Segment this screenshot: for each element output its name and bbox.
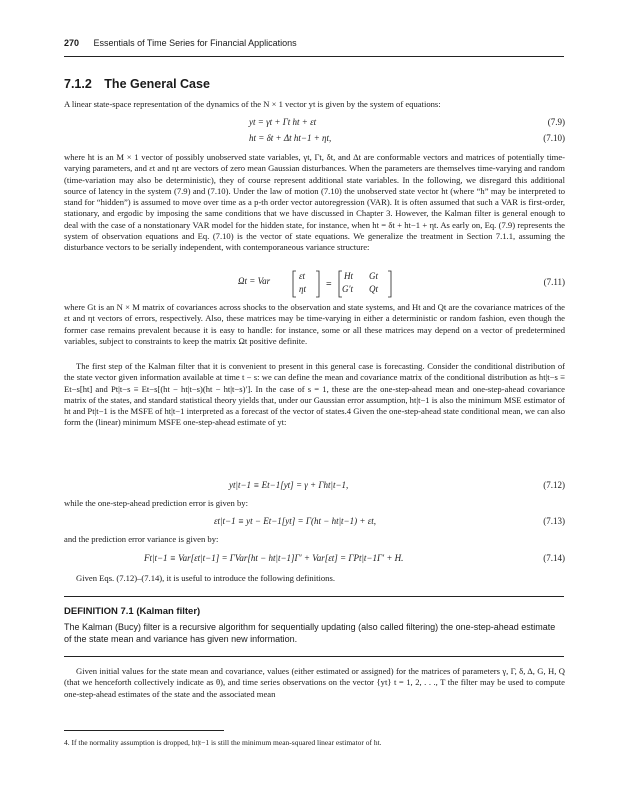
definition-bottom-rule — [64, 656, 564, 657]
equation-formula: yt|t−1 ≡ Et−1[yt] = γ + Γht|t−1, — [229, 480, 349, 490]
paragraph-covariances: where Gt is an N × M matrix of covariances across shocks to the observation and state systems, and Ht and Qt are the covariance matrices of the εt and ηt vectors of errors, respectively. Also, these matrices may be time-varying in either a deterministic or random fashion, even though the former case remains prevalent because it is easy to handle: for instance, some or all these matrices may depend on a vector of predetermined variables, subject to constraints to keep the matrix Ωt positive definite. — [64, 302, 565, 346]
paragraph-forecasting: The first step of the Kalman filter that it is convenient to present in this general case is forecasting. Consider the conditional distribution of the state vector given information available at time t − s: we can define the mean and covariance matrix of the conditional distribution as ht|t−s ≡ Et−s[ht] and Pt|t−s ≡ Et−s[(ht − ht|t−s)(ht − ht|t−s)′]. In the case of s = 1, these are the one-step-ahead mean and one-step-ahead covariance matrix of the states, and standard statistical theory yields that, under our Gaussian error assumption, ht|t−1 is also the minimum MSE estimator of ht and Pt|t−1 is the MSFE of ht|t−1 interpreted as a forecast of the vector of states.4 Given the one-step-ahead state conditional mean, we can also form the (linear) minimum MSFE one-step-ahead estimate of yt: — [64, 361, 565, 428]
equation-7-9 — [64, 117, 565, 131]
equation-number: (7.13) — [543, 516, 565, 526]
equation-number: (7.11) — [543, 277, 565, 287]
matrix-brackets — [292, 270, 422, 298]
equation-7-11 — [64, 270, 565, 298]
footnote: 4. If the normality assumption is dropped, ht|t−1 is still the minimum mean-squared linear estimator of ht. — [64, 738, 382, 747]
definition-top-rule — [64, 596, 564, 597]
matrix-q: Qt — [369, 284, 378, 294]
equation-formula: Ft|t−1 ≡ Var[εt|t−1] = ΓVar[ht − ht|t−1]Γ′ + Var[εt] = ΓPt|t−1Γ′ + H. — [144, 553, 404, 563]
paragraph-prediction-error: while the one-step-ahead prediction error is given by: — [64, 498, 248, 508]
section-heading — [64, 77, 210, 91]
paragraph-initial-values: Given initial values for the state mean and covariance, values (either estimated or assigned) for the matrices of parameters γ, Γ, δ, Δ, G, H, Q (that we henceforth collectively indicate as θ), and time series observations on the vector {yt} t = 1, 2, . . ., T the filter may be used to compute one-step-ahead estimates of the state and the associated mean — [64, 666, 565, 699]
definition-title: DEFINITION 7.1 (Kalman filter) — [64, 606, 201, 617]
intro-paragraph: A linear state-space representation of the dynamics of the N × 1 vector yt is given by the system of equations: — [64, 99, 441, 109]
vector-top: εt — [299, 271, 306, 281]
equation-7-13 — [64, 516, 565, 530]
matrix-g-prime: G′t — [342, 284, 353, 294]
equation-number: (7.14) — [543, 553, 565, 563]
header-rule — [64, 56, 564, 57]
equation-formula: ht = δt + Δt ht−1 + ηt, — [249, 133, 332, 143]
equation-formula: yt = γt + Γt ht + εt — [249, 117, 317, 127]
paragraph-state-variables: where ht is an M × 1 vector of possibly unobserved state variables, γt, Γt, δt, and Δt are conformable vectors and matrices of potentially time-varying parameters, and εt and ηt are vectors of zero mean Gaussian disturbances. When the parameters are themselves time-varying and random (time-variation may also be deterministic), they of course represent additional state variables. In the following, we disregard this additional source of latency in the system (7.9) and (7.10). Under the law of motion (7.10) the unobserved state vector ht (where “h” may be interpreted to stand for “hidden”) is assumed to move over time as a p-th order vector autoregression (VAR). It is often assumed that such a VAR is first-order, stationary, and ergodic by imposing the same conditions that we have discussed in Chapter 3. However, the Kalman filter is general enough to deal with the case of a nonstationary VAR model for the hidden state, for instance, when ht = δt + ht−1 + ηt. As early on, Eq. (7.9) represents the system of observation equations and Eq. (7.10) is the vector of state equations. We generalize the treatment in Section 7.1.1, assuming the disturbance vectors to be serially independent, with contemporaneous variance structure: — [64, 152, 565, 253]
definition-body: The Kalman (Bucy) filter is a recursive algorithm for sequentially updating (also called filtering) the one-step-ahead estimate of the state mean and variance has given new information. — [64, 622, 556, 644]
equation-number: (7.10) — [543, 133, 565, 143]
matrix-g: Gt — [369, 271, 378, 281]
paragraph-definitions-intro: Given Eqs. (7.12)–(7.14), it is useful to introduce the following definitions. — [76, 573, 335, 583]
equation-formula: εt|t−1 ≡ yt − Et−1[yt] = Γ(ht − ht|t−1) + εt, — [214, 516, 376, 526]
paragraph-error-variance: and the prediction error variance is given by: — [64, 534, 219, 544]
equation-7-12 — [64, 480, 565, 494]
page-number: 270 — [64, 38, 80, 48]
equation-number: (7.9) — [547, 117, 565, 127]
equation-7-14 — [64, 553, 565, 567]
equation-7-10 — [64, 133, 565, 147]
equation-lhs: Ωt = Var — [238, 276, 271, 286]
equation-number: (7.12) — [543, 480, 565, 490]
book-title: Essentials of Time Series for Financial Applications — [93, 38, 297, 48]
section-title: The General Case — [104, 77, 210, 91]
definition-box — [64, 606, 565, 645]
vector-bottom: ηt — [299, 284, 306, 294]
running-header — [64, 38, 297, 48]
section-number: 7.1.2 — [64, 77, 92, 91]
matrix-h: Ht — [344, 271, 353, 281]
footnote-rule — [64, 730, 224, 731]
svg-text:=: = — [326, 279, 332, 290]
